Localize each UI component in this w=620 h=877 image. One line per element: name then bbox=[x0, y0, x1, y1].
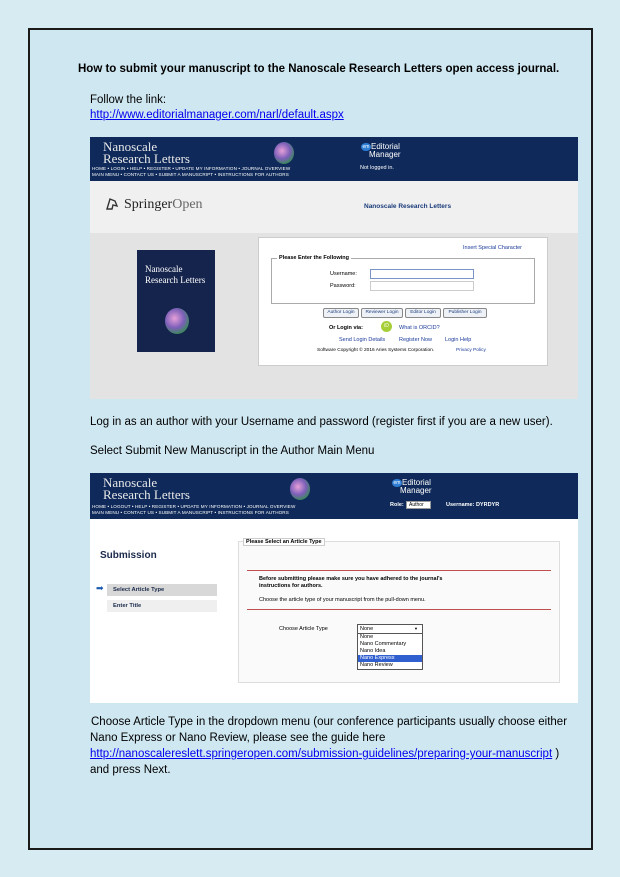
em-badge: em bbox=[393, 480, 401, 486]
privacy-policy-link[interactable]: Privacy Policy bbox=[456, 348, 486, 353]
author-login-button[interactable]: Author Login bbox=[323, 308, 359, 318]
choose-instruction-line3: and press Next. bbox=[90, 764, 171, 776]
journal-name-line2: Research Letters bbox=[103, 151, 190, 166]
divider bbox=[247, 570, 551, 571]
orcid-icon[interactable]: iD bbox=[381, 321, 392, 332]
editorial-manager-logo bbox=[392, 479, 432, 495]
role-select[interactable]: Author bbox=[406, 501, 431, 509]
fieldset-legend: Please Enter the Following bbox=[279, 255, 349, 261]
article-type-dropdown-list bbox=[357, 633, 423, 670]
option-none[interactable]: None bbox=[360, 634, 374, 640]
register-now-link[interactable]: Register Now bbox=[399, 337, 433, 343]
sidebar-item-enter-title[interactable]: Enter Title bbox=[107, 600, 217, 612]
choose-instruction-line1: Choose Article Type in the dropdown menu (our conference participants usually choose either bbox=[91, 716, 568, 728]
role-label: Role: bbox=[390, 502, 404, 508]
panel-title: Please Select an Article Type bbox=[243, 538, 325, 546]
username-display: Username: DYRDYR bbox=[446, 502, 500, 508]
guide-link[interactable]: http://nanoscalereslett.springeropen.com/submission-guidelines/preparing-your-manuscript bbox=[90, 748, 553, 760]
em-logo-line1: Editorial bbox=[371, 142, 400, 151]
publisher-login-button[interactable]: Publisher Login bbox=[443, 308, 487, 318]
warning-line2: instructions for authors. bbox=[259, 583, 323, 589]
em-header-2 bbox=[90, 473, 578, 519]
password-label: Password: bbox=[330, 283, 356, 289]
option-nano-review[interactable]: Nano Review bbox=[360, 662, 393, 668]
follow-link-label: Follow the link: bbox=[90, 94, 167, 106]
what-is-orcid-link[interactable]: What is ORCID? bbox=[399, 325, 440, 331]
journal-name-line1: Nanoscale bbox=[103, 139, 158, 154]
login-status: Not logged in. bbox=[360, 165, 394, 171]
editorial-manager-logo bbox=[361, 143, 401, 159]
option-nano-idea[interactable]: Nano Idea bbox=[360, 648, 386, 654]
springer-band bbox=[90, 181, 578, 234]
reviewer-login-button[interactable]: Reviewer Login bbox=[361, 308, 403, 318]
submit-instruction: Select Submit New Manuscript in the Author Main Menu bbox=[90, 445, 375, 457]
article-type-select[interactable]: None ▼ bbox=[357, 624, 423, 634]
login-instruction: Log in as an author with your Username and password (register first if you are a new user). bbox=[90, 416, 553, 428]
em-logo-line2: Manager bbox=[400, 486, 432, 495]
em-badge: em bbox=[362, 144, 370, 150]
login-screenshot bbox=[90, 137, 578, 399]
choose-instruction-line2: Nano Express or Nano Review, please see the guide here bbox=[90, 732, 386, 744]
journal-cover: Nanoscale Research Letters bbox=[137, 250, 215, 352]
choose-instruction: Choose the article type of your manuscript from the pull-down menu. bbox=[259, 597, 426, 603]
sidebar-item-select-article-type[interactable]: Select Article Type bbox=[107, 584, 217, 596]
submission-heading: Submission bbox=[100, 550, 157, 561]
divider bbox=[247, 609, 551, 610]
copyright-text: Software Copyright © 2016 Aries Systems Corporation. bbox=[317, 348, 435, 353]
login-box bbox=[258, 237, 548, 366]
login-fieldset bbox=[271, 255, 535, 304]
option-nano-express[interactable]: Nano Express bbox=[358, 655, 422, 662]
insert-special-character-link[interactable]: Insert Special Character bbox=[463, 245, 522, 251]
article-type-screenshot bbox=[90, 473, 578, 703]
send-login-details-link[interactable]: Send Login Details bbox=[339, 337, 386, 343]
editor-login-button[interactable]: Editor Login bbox=[405, 308, 441, 318]
username-input[interactable] bbox=[370, 269, 474, 279]
chevron-down-icon: ▼ bbox=[414, 626, 418, 631]
choose-article-type-label: Choose Article Type bbox=[279, 626, 328, 632]
springer-open-logo: SpringerOpen bbox=[124, 197, 203, 212]
nav-menu-row2[interactable]: MAIN MENU • CONTACT US • SUBMIT A MANUSCRIPT • INSTRUCTIONS FOR AUTHORS bbox=[92, 510, 289, 515]
guide-line: http://nanoscalereslett.springeropen.com/submission-guidelines/preparing-your-manuscript ) bbox=[90, 748, 560, 760]
warning-line1: Before submitting please make sure you have adhered to the journal's bbox=[259, 576, 443, 582]
band-journal-title: Nanoscale Research Letters bbox=[364, 203, 452, 210]
or-login-via-label: Or Login via: bbox=[329, 325, 363, 331]
journal-molecule-logo bbox=[290, 478, 310, 500]
em-logo-line2: Manager bbox=[369, 150, 401, 159]
login-help-link[interactable]: Login Help bbox=[445, 337, 472, 343]
editorial-manager-link[interactable]: http://www.editorialmanager.com/narl/default.aspx bbox=[90, 109, 344, 121]
nav-menu-row1[interactable]: HOME • LOGOUT • HELP • REGISTER • UPDATE MY INFORMATION • JOURNAL OVERVIEW bbox=[92, 504, 296, 509]
login-area bbox=[90, 233, 578, 399]
nav-menu-row2[interactable]: MAIN MENU • CONTACT US • SUBMIT A MANUSCRIPT • INSTRUCTIONS FOR AUTHORS bbox=[92, 172, 289, 177]
arrow-right-icon: ➡ bbox=[96, 583, 104, 593]
page-title: How to submit your manuscript to the Nanoscale Research Letters open access journal. bbox=[78, 63, 560, 75]
username-label: Username: bbox=[330, 271, 357, 277]
springer-horse-icon bbox=[104, 196, 120, 212]
nav-menu-row1[interactable]: HOME • LOGIN • HELP • REGISTER • UPDATE MY INFORMATION • JOURNAL OVERVIEW bbox=[92, 166, 291, 171]
cover-molecule bbox=[165, 308, 189, 334]
journal-name-line1: Nanoscale bbox=[103, 475, 158, 490]
article-type-panel bbox=[238, 541, 560, 683]
em-header bbox=[90, 137, 578, 181]
journal-name-line2: Research Letters bbox=[103, 487, 190, 502]
em-logo-line1: Editorial bbox=[402, 478, 431, 487]
password-input[interactable] bbox=[370, 281, 474, 291]
option-nano-commentary[interactable]: Nano Commentary bbox=[360, 641, 407, 647]
journal-molecule-logo bbox=[274, 142, 294, 164]
